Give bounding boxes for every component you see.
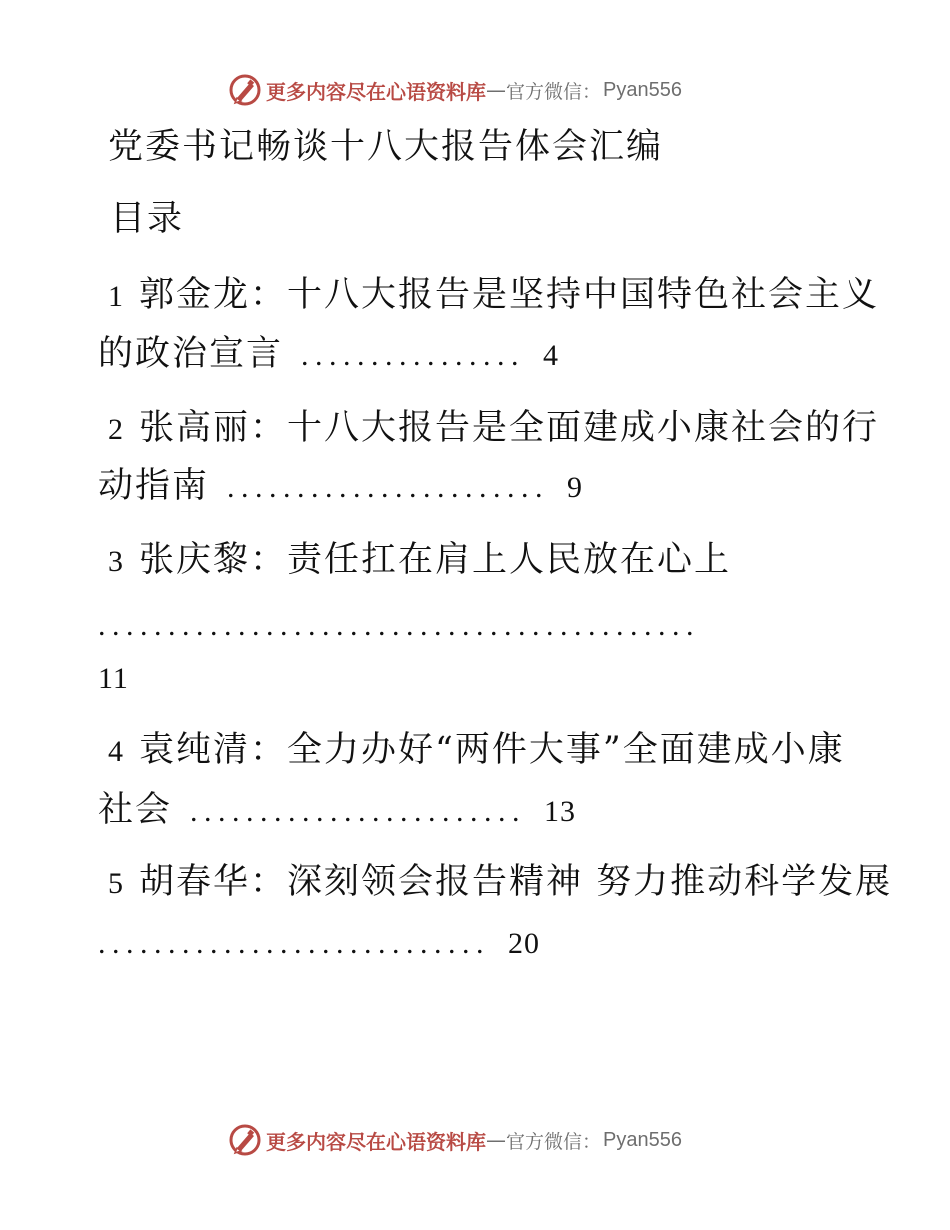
toc-page-number: 9 xyxy=(567,471,584,504)
toc-entry-number: 2 xyxy=(108,413,125,446)
watermark-wechat-id: Pyan556 xyxy=(603,1128,682,1151)
watermark-main-text: 更多内容尽在心语资料库 xyxy=(266,1129,486,1154)
toc-entry-3-page-line[interactable] xyxy=(98,657,129,699)
toc-entry-title-text: 张庆黎：责任扛在肩上人民放在心上 xyxy=(139,540,732,580)
toc-dot-leader: ........................ xyxy=(190,795,527,828)
watermark-label: 官方微信： xyxy=(506,1130,602,1153)
toc-dot-leader: ............................ xyxy=(98,927,490,960)
toc-entry-1-title[interactable] xyxy=(108,275,879,317)
toc-dot-leader: ........................................... xyxy=(98,609,700,642)
toc-entry-2-continuation[interactable] xyxy=(98,466,583,508)
toc-entry-title-text: 张高丽：十八大报告是全面建成小康社会的行 xyxy=(139,408,880,448)
watermark-main-text: 更多内容尽在心语资料库 xyxy=(266,79,486,104)
toc-entry-4-title[interactable] xyxy=(108,730,845,772)
toc-page-number: 13 xyxy=(544,795,577,828)
toc-entry-1-continuation[interactable] xyxy=(98,334,559,376)
toc-heading: 目录 xyxy=(110,199,185,239)
toc-entry-4-continuation[interactable] xyxy=(98,790,576,832)
watermark-label: 官方微信： xyxy=(506,80,602,103)
toc-page-number: 20 xyxy=(508,927,540,960)
toc-entry-title-text: 社会 xyxy=(98,790,173,830)
toc-entry-number: 1 xyxy=(108,280,125,313)
toc-entry-number: 5 xyxy=(108,867,125,900)
toc-dot-leader: ................ xyxy=(301,339,526,372)
pen-logo-icon xyxy=(228,73,262,107)
toc-entry-number: 4 xyxy=(108,735,125,768)
toc-entry-number: 3 xyxy=(108,545,125,578)
watermark-separator: — xyxy=(486,78,506,102)
watermark-header xyxy=(0,70,950,110)
watermark-separator: — xyxy=(486,1128,506,1152)
toc-entry-3-title[interactable] xyxy=(108,540,731,582)
toc-entry-5-title[interactable] xyxy=(108,862,892,904)
toc-entry-title-text: 的政治宣言 xyxy=(98,334,284,374)
toc-entry-2-title[interactable] xyxy=(108,408,879,450)
toc-entry-5-continuation[interactable] xyxy=(98,922,540,964)
toc-dot-leader: ....................... xyxy=(227,471,550,504)
toc-entry-title-text: 胡春华：深刻领会报告精神 努力推动科学发展 xyxy=(139,862,893,902)
toc-entry-title-text: 郭金龙：十八大报告是坚持中国特色社会主义 xyxy=(139,275,880,315)
toc-entry-title-text: 袁纯清：全力办好“两件大事”全面建成小康 xyxy=(139,730,845,770)
toc-entry-title-text: 动指南 xyxy=(98,466,210,506)
toc-page-number: 11 xyxy=(98,662,129,695)
watermark-footer xyxy=(0,1120,950,1160)
document-title: 党委书记畅谈十八大报告体会汇编 xyxy=(108,127,664,167)
toc-page-number: 4 xyxy=(543,339,560,372)
pen-logo-icon xyxy=(228,1123,262,1157)
watermark-wechat-id: Pyan556 xyxy=(603,78,682,101)
toc-entry-3-leader-line[interactable] xyxy=(98,604,700,646)
